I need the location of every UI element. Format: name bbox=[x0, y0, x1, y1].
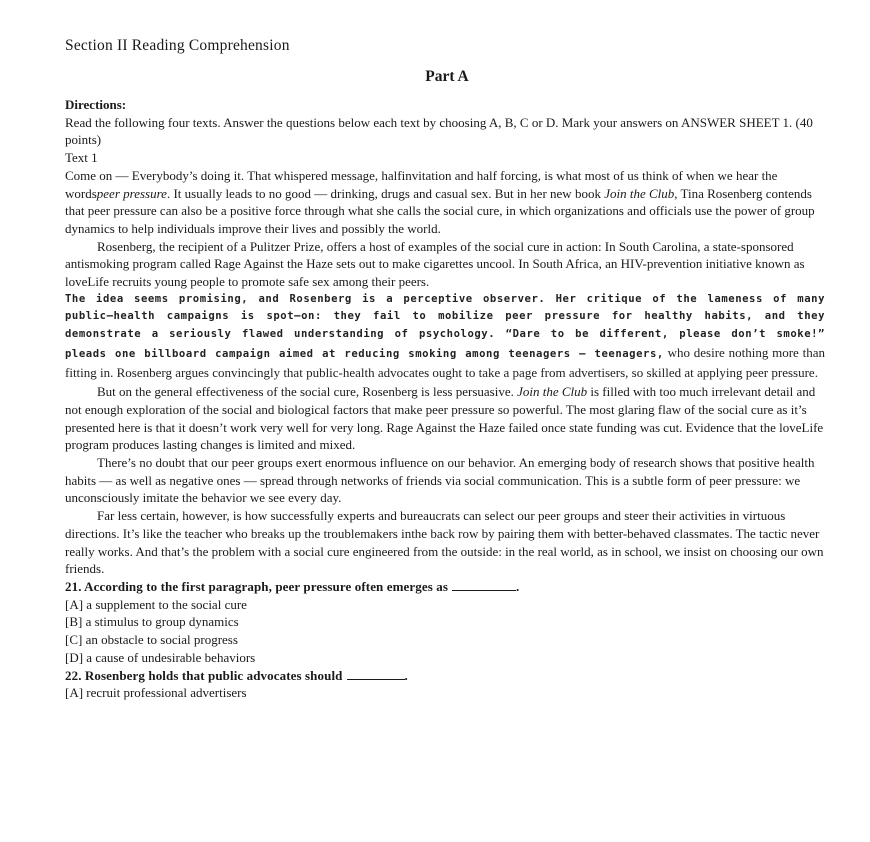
directions-label: Directions: bbox=[65, 97, 127, 112]
question-21-stem bbox=[65, 578, 825, 596]
paragraph-1 bbox=[65, 167, 825, 238]
paragraph-6: Far less certain, however, is how successfully experts and bureaucrats can select our peer groups and steer their activities in virtuous directions. It’s like the teacher who breaks up the troublemakers inthe back row by pairing them with better-behaved classmates. The tactic never really works. And that’s the problem with a social cure engineered from the outside: in the real world, as in school, we insist on choosing our own friends. bbox=[65, 508, 824, 577]
document-page bbox=[65, 36, 825, 702]
paragraph-3 bbox=[65, 291, 825, 384]
question-22 bbox=[65, 667, 825, 702]
paragraph-4-italic-book-title: Join the Club bbox=[517, 384, 588, 400]
paragraph-2: Rosenberg, the recipient of a Pulitzer Prize, offers a host of examples of the social cure in action: In South Carolina, a state-sponsored antismoking program called Rage Against the Haze sets out to make cigarettes uncool. In South Africa, an HIV-prevention initiative known as loveLife recruits young people to promote safe sex among their peers. bbox=[65, 238, 805, 290]
question-22-stem-end: . bbox=[404, 667, 408, 683]
answer-blank bbox=[347, 668, 405, 680]
question-21-option-d: [D] a cause of undesirable behaviors bbox=[65, 649, 256, 665]
answer-blank bbox=[452, 579, 516, 591]
paragraph-1-run-2: . It usually leads to no good — drinking, drugs and casual sex. But in her new book bbox=[166, 185, 605, 201]
paragraph-3-serif-run: who desire nothing more than fitting in. Rosenberg argues convincingly that public-health advocates ought to take a page from advertisers, so skilled at applying peer pressure. bbox=[65, 344, 825, 380]
text-label: Text 1 bbox=[65, 150, 98, 166]
paragraph-3-mono-run: The idea seems promising, and Rosenberg is a perceptive observer. Her critique of the lameness of many public—health campaigns is spot—on: they fail to mobilize peer pressure for healthy habits, and they demonstrate a seriously flawed understanding of psychology. “Dare to be different, please don’t smoke!” pleads one billboard campaign aimed at reducing smoking among teenagers — teenagers, bbox=[65, 292, 825, 360]
question-21-option-b: [B] a stimulus to group dynamics bbox=[65, 614, 239, 630]
question-22-stem-text: 22. Rosenberg holds that public advocates should bbox=[65, 667, 343, 683]
paragraph-1-run-3: , Tina Rosenberg contends that peer pressure can also be a positive force through what she calls the social cure, in which organizations and officials use the power of group dynamics to help individuals improve their lives and possibly the world. bbox=[65, 185, 815, 236]
paragraph-4-run-2: is filled with too much irrelevant detail and not enough exploration of the social and biological factors that make peer pressure so powerful. The most glaring flaw of the social cure as it’s presented here is that it doesn’t work very well for very long. Rage Against the Haze failed once state funding was cut. Evidence that the loveLife program produces lasting changes is limited and mixed. bbox=[65, 384, 824, 453]
directions-text: Read the following four texts. Answer the questions below each text by choosing A, B, C or D. Mark your answers on ANSWER SHEET 1. (40 points) bbox=[65, 114, 813, 148]
section-title: Section II Reading Comprehension bbox=[65, 37, 290, 54]
paragraph-5: There’s no doubt that our peer groups exert enormous influence on our behavior. An emerging body of research shows that positive health habits — as well as negative ones — spread through networks of friends via social communication. This is a subtle form of peer pressure: we unconsciously imitate the behavior we see every day. bbox=[65, 455, 815, 506]
question-21-option-a: [A] a supplement to the social cure bbox=[65, 596, 247, 612]
question-21 bbox=[65, 578, 825, 667]
part-title: Part A bbox=[425, 68, 469, 85]
paragraph-4 bbox=[65, 383, 825, 454]
question-21-stem-end: . bbox=[516, 578, 520, 594]
question-22-option-a: [A] recruit professional advertisers bbox=[65, 685, 247, 701]
question-21-stem-text: 21. According to the first paragraph, peer pressure often emerges as bbox=[65, 578, 449, 594]
paragraph-1-italic-peer-pressure: peer pressure bbox=[96, 185, 167, 201]
paragraph-1-italic-book-title: Join the Club bbox=[604, 185, 675, 201]
question-21-option-c: [C] an obstacle to social progress bbox=[65, 632, 238, 648]
paragraph-1-run-1: Come on — Everybody’s doing it. That whispered message, halfinvitation and half forcing, is what most of us think of when we hear the words bbox=[65, 167, 778, 201]
paragraph-4-run-1: But on the general effectiveness of the social cure, Rosenberg is less persuasive. bbox=[97, 384, 518, 400]
question-22-stem bbox=[65, 667, 825, 685]
